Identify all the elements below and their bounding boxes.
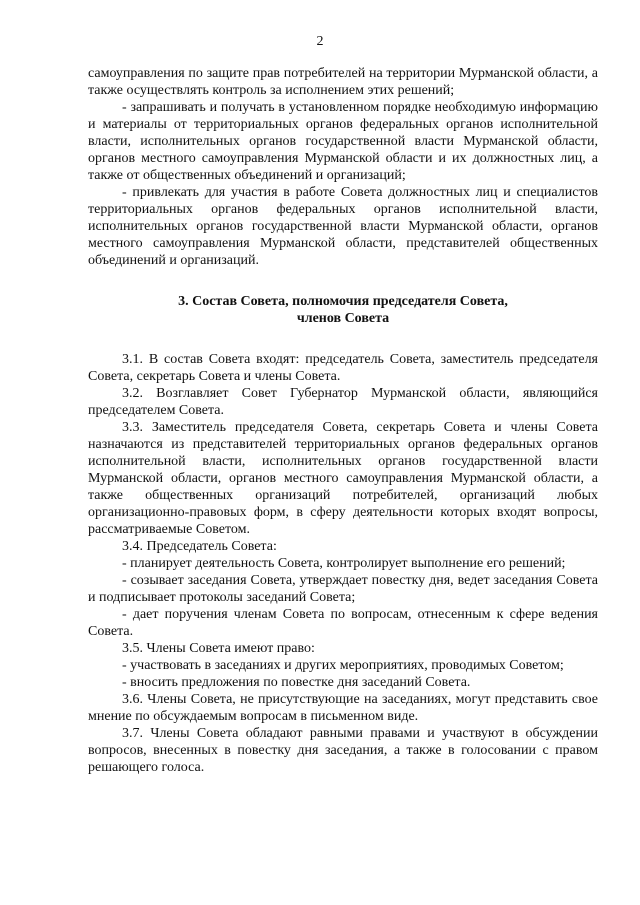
paragraph: 3.5. Члены Совета имеют право: bbox=[122, 641, 315, 656]
page-number: 2 bbox=[316, 34, 324, 49]
paragraph: - вносить предложения по повестке дня заседаний Совета. bbox=[122, 675, 471, 690]
paragraph: самоуправления по защите прав потребителей на территории Мурманской области, а также осуществлять контроль за исполнением этих решений; bbox=[88, 66, 598, 98]
paragraph: 3.4. Председатель Совета: bbox=[122, 539, 277, 554]
paragraph: 3.2. Возглавляет Совет Губернатор Мурманской области, являющийся председателем Совета. bbox=[88, 386, 598, 418]
top-section bbox=[88, 65, 598, 269]
paragraph: 3.6. Члены Совета, не присутствующие на заседаниях, могут представить свое мнение по обсуждаемым вопросам в письменном виде. bbox=[88, 692, 598, 724]
paragraph: - планирует деятельность Совета, контролирует выполнение его решений; bbox=[122, 556, 566, 571]
paragraph: - участвовать в заседаниях и других мероприятиях, проводимых Советом; bbox=[122, 658, 564, 673]
section-heading-line-2: членов Совета bbox=[296, 311, 390, 326]
section-heading-line-1: 3. Состав Совета, полномочия председателя Совета, bbox=[178, 294, 508, 309]
paragraph: - привлекать для участия в работе Совета должностных лиц и специалистов территориальных органов федеральных органов исполнительной власти, исполнительных органов государственной власти Мурманской области, органов местного самоуправления Мурманской области, представителей общественных объединений и организаций. bbox=[88, 185, 598, 268]
section-3-body bbox=[88, 351, 598, 776]
paragraph: - дает поручения членам Совета по вопросам, отнесенным к сфере ведения Совета. bbox=[88, 607, 598, 639]
paragraph: 3.7. Члены Совета обладают равными правами и участвуют в обсуждении вопросов, внесенных в повестку дня заседания, а также в голосовании с правом решающего голоса. bbox=[88, 726, 598, 775]
section-heading bbox=[88, 293, 598, 327]
document-body bbox=[88, 65, 598, 776]
paragraph: - созывает заседания Совета, утверждает повестку дня, ведет заседания Совета и подписывает протоколы заседаний Совета; bbox=[88, 573, 598, 605]
paragraph: 3.3. Заместитель председателя Совета, секретарь Совета и члены Совета назначаются из представителей территориальных органов федеральных органов исполнительной власти, исполнительных органов государственной власти Мурманской области, органов местного самоуправления Мурманской области, а также общественных организаций потребителей, организаций любых организационно-правовых форм, в сферу деятельности которых входят вопросы, рассматриваемые Советом. bbox=[88, 420, 598, 537]
paragraph: 3.1. В состав Совета входят: председатель Совета, заместитель председателя Совета, секретарь Совета и члены Совета. bbox=[88, 352, 598, 384]
paragraph: - запрашивать и получать в установленном порядке необходимую информацию и материалы от территориальных органов федеральных органов исполнительной власти, исполнительных органов государственной власти Мурманской области, органов местного самоуправления Мурманской области и их должностных лиц, а также от общественных объединений и организаций; bbox=[88, 100, 598, 183]
